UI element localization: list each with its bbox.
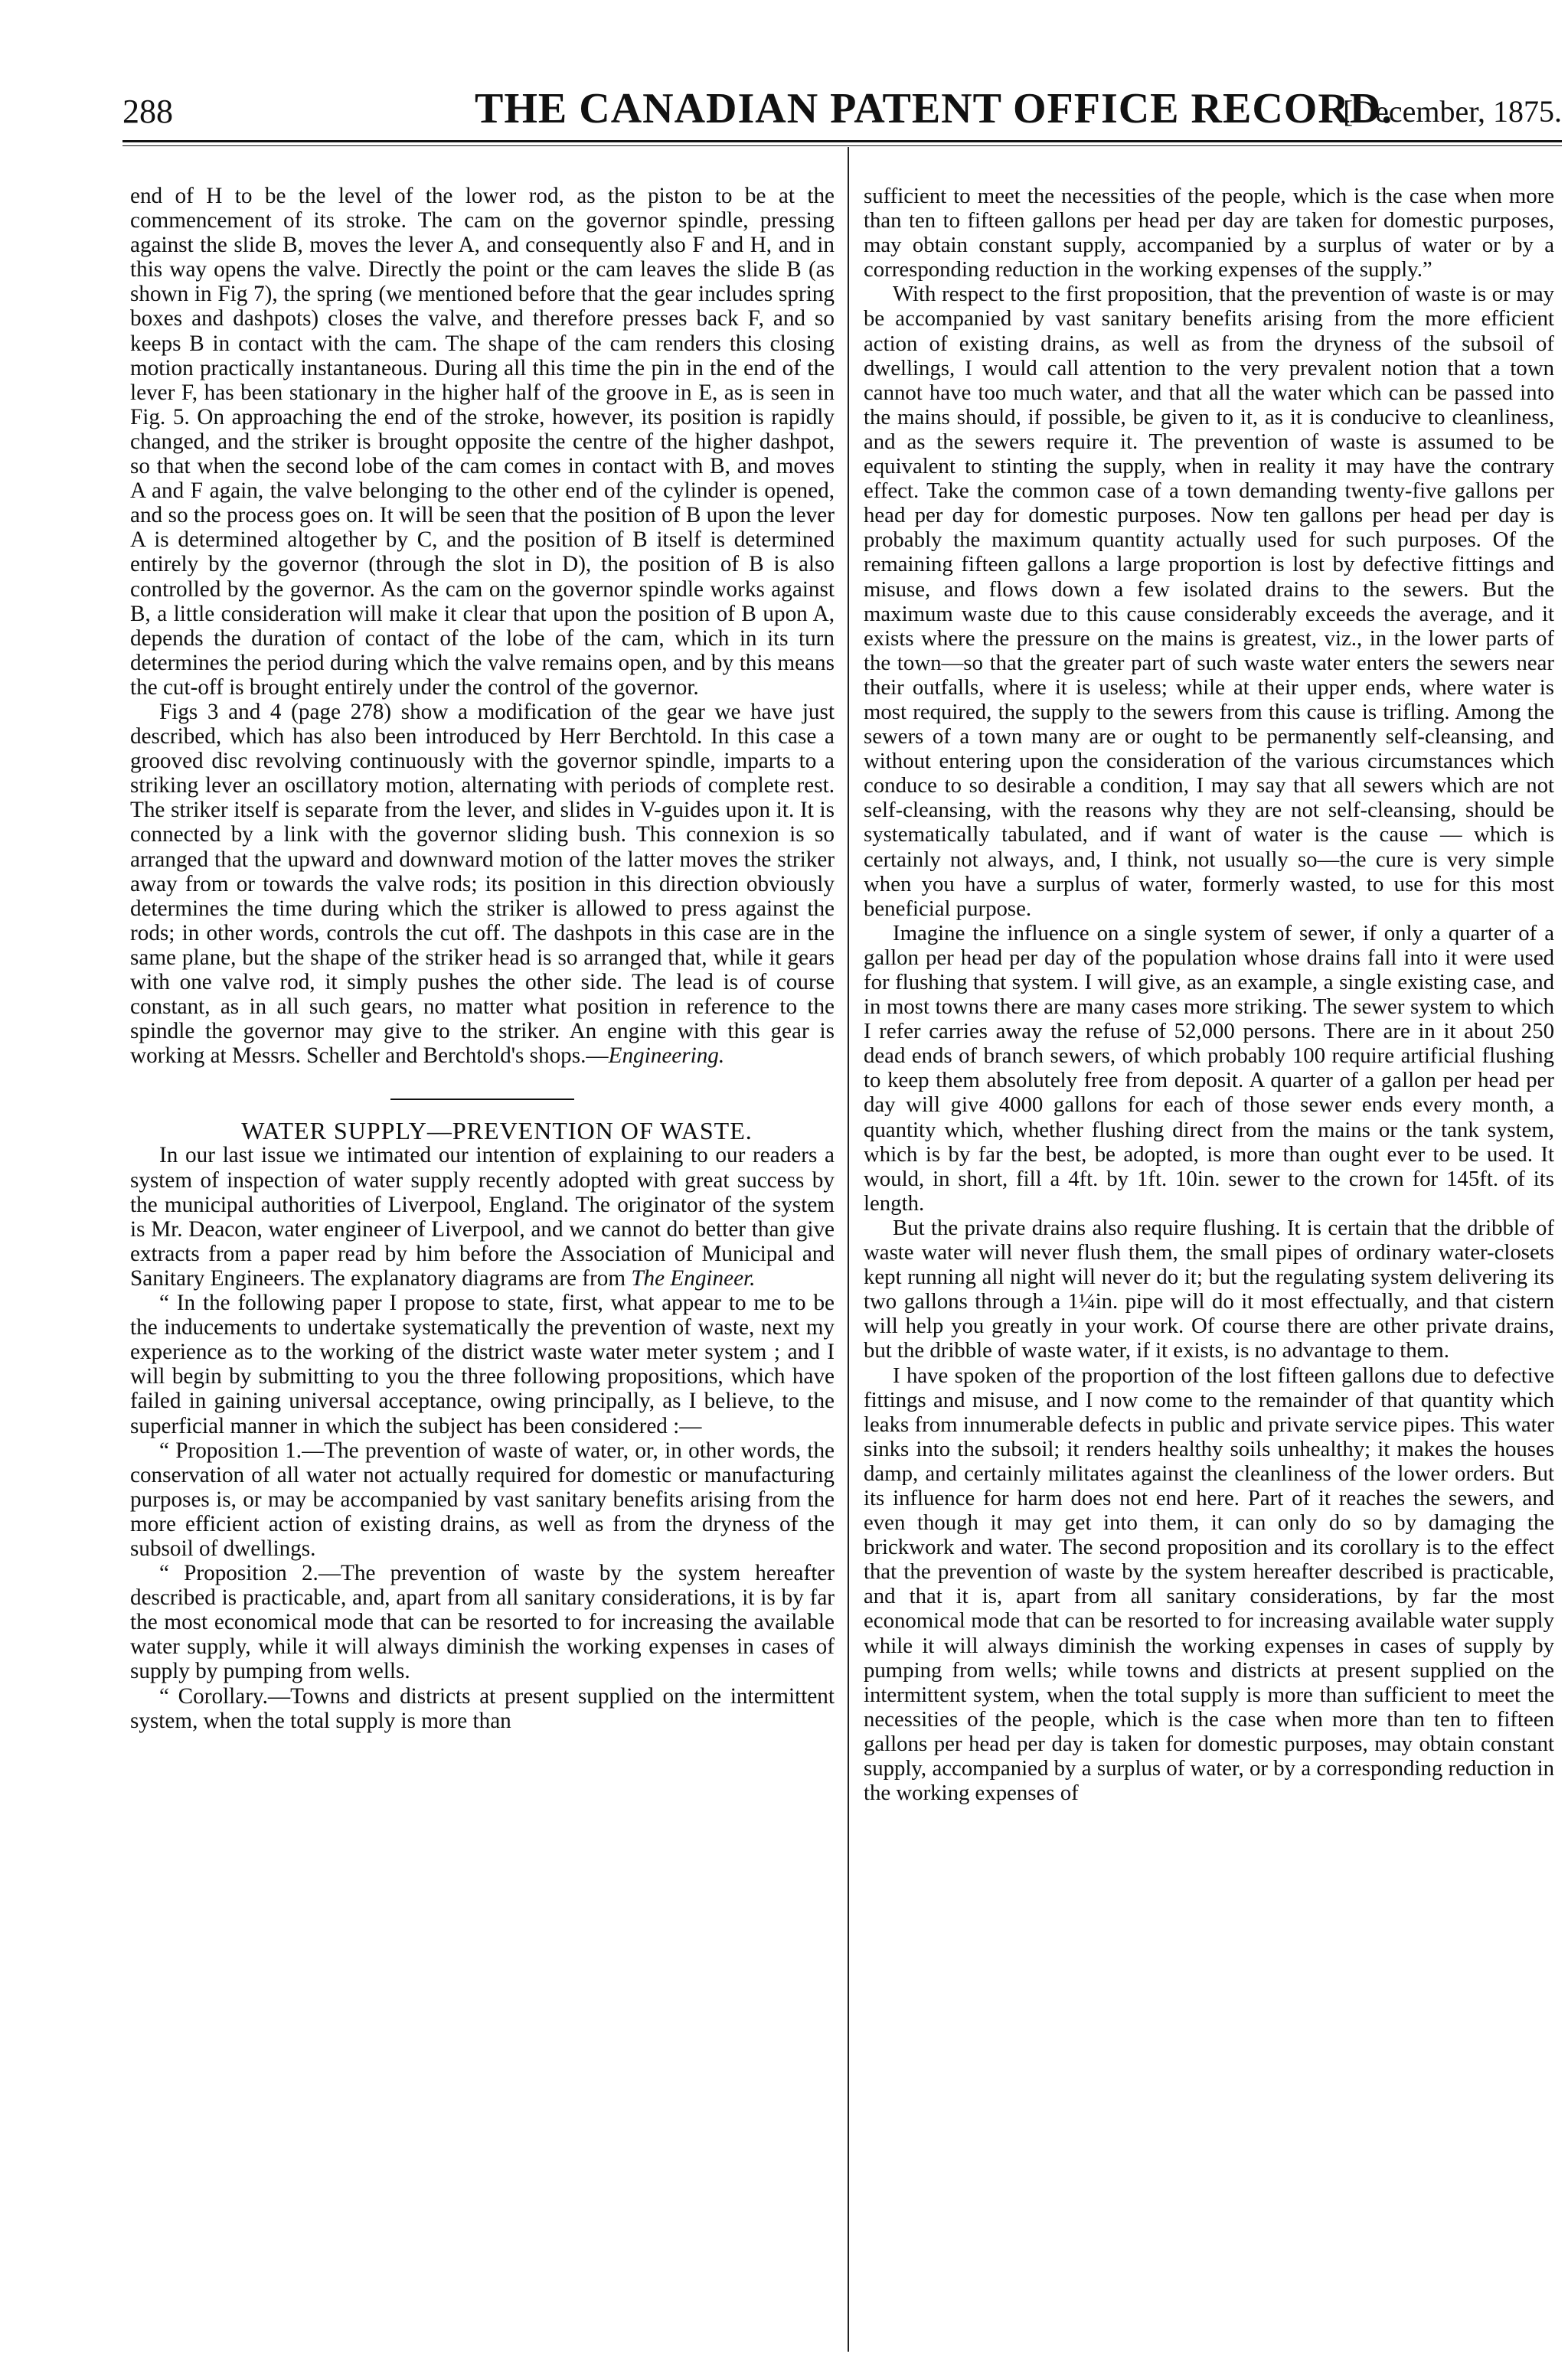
article-paragraph: With respect to the first proposition, that the prevention of waste is or may be accompanied by vast sanitary benefits arising from the more efficient action of existing drains, as well as from the dryness of the subsoil of dwellings, I would call attention to the very prevalent notion that a town cannot have too much water, and that all the water which can be passed into the mains should, if possible, be given to it, as it is conducive to cleanliness, and as the sewers require it. The prevention of waste is assumed to be equivalent to stinting the supply, when in reality it may have the contrary effect. Take the common case of a town demanding twenty-five gallons per head per day for domestic purposes. Now ten gallons per head per day is probably the maximum quantity actually used for such purposes. Of the remaining fifteen gallons a large proportion is lost by defective fittings and misuse, and flows down a few isolated drains to the sewers. But the maximum waste due to this cause considerably exceeds the average, and it exists where the pressure on the mains is greatest, viz., in the lower parts of the town—so that the greater part of such waste water enters the sewers near their outfalls, where it is useless; while at their upper ends, where water is most required, the supply to the sewers from this cause is trifling. Among the sewers of a town many are or ought to be permanently self-cleansing, and without entering upon the consideration of the various circumstances which conduce to so desirable a condition, I may say that all sewers which are not self-cleansing, with the reasons why they are not self-cleansing, should be systematically tabulated, and if want of water is the cause — which is certainly not always, and, I think, not usually so—the cure is very simple when you have a surplus of water, formerly wasted, to use for this most beneficial purpose. [864, 282, 1554, 921]
article-paragraph: I have spoken of the proportion of the lost fifteen gallons due to defective fittings and misuse, and I now come to the remainder of that quantity which leaks from innumerable defects in public and private service pipes. This water sinks into the subsoil; it renders healthy soils unhealthy; it makes the houses damp, and certainly militates against the cleanliness of the lower orders. But its influence for harm does not end here. Part of it reaches the sewers, and even though it may get into them, it can only do so by damaging the brickwork and water. The second proposition and its corollary is to the effect that the prevention of waste by the system hereafter described is practicable, and that it is, apart from all sanitary considerations, by far the most economical mode that can be resorted to for increasing available water supply while it will always diminish the working expenses in cases of supply by pumping from wells; while towns and districts at present supplied on the intermittent system, when the total supply is more than sufficient to meet the necessities of the people, which is the case when more than ten to fifteen gallons per head per day is taken for domestic purposes, may obtain constant supply, accompanied by a surplus of water, or by a corresponding reduction in the working expenses of [864, 1363, 1554, 1806]
article-paragraph: But the private drains also require flushing. It is certain that the dribble of waste water will never flush them, the small pipes of ordinary water-closets kept running all night will never do it; but the regulating system delivering its two gallons through a 1¼in. pipe will do it most effectually, and that cistern will help you greatly in your work. Of course there are other private drains, but the dribble of waste water, if it exists, is no advantage to them. [864, 1215, 1554, 1363]
publication-title: THE CANADIAN PATENT OFFICE RECORD. [475, 85, 1393, 132]
section-divider [130, 1068, 835, 1118]
article-paragraph: sufficient to meet the necessities of the people, which is the case when more than ten to fifteen gallons per head per day are taken for domestic purposes, may obtain constant supply, accompanied by a surplus of water or by a corresponding reduction in the working expenses of the supply.” [864, 184, 1554, 282]
paragraph-text: Figs 3 and 4 (page 278) show a modification of the gear we have just described, which has also been introduced by Herr Berchtold. In this case a grooved disc revolving continuously with the governor spindle, imparts to a striking lever an oscillatory motion, alternating with periods of complete rest. The striker itself is separate from the lever, and slides in V-guides upon it. It is connected by a link with the governor sliding bush. This connexion is so arranged that the upward and downward motion of the latter moves the striker away from or towards the valve rods; its position in this direction obviously determines the time during which the striker is allowed to press against the rods; in other words, controls the cut off. The dashpots in this case are in the same plane, but the shape of the striker head is so arranged that, while it gears with one valve rod, it simply pushes the other side. The lead is of course constant, as in all such gears, no matter what position in reference to the spindle the governor may give to the striker. An engine with this gear is working at Messrs. Scheller and Berchtold's shops. [130, 699, 835, 1069]
article-paragraph: “ Proposition 1.—The prevention of waste of water, or, in other words, the conservation of all water not actually required for domestic or manufacturing purposes is, or may be accompanied by vast sanitary benefits arising from the more efficient action of existing drains, as well as from the dryness of the subsoil of dwellings. [130, 1438, 835, 1561]
page-number: 288 [122, 93, 173, 130]
article-paragraph: “ Corollary.—Towns and districts at present supplied on the intermittent system, when the total supply is more than [130, 1683, 835, 1733]
section-heading: WATER SUPPLY—PREVENTION OF WASTE. [241, 1117, 753, 1145]
article-paragraph: “ In the following paper I propose to state, first, what appear to me to be the inducements to undertake systematically the prevention of waste, next my experience as to the working of the district waste water meter system ; and I will begin by submitting to you the three following propositions, which have failed in gaining universal acceptance, owing principally, as I believe, to the superficial manner in which the subject has been considered :— [130, 1291, 835, 1438]
article-paragraph [130, 1143, 835, 1291]
article-paragraph: Imagine the influence on a single system of sewer, if only a quarter of a gallon per head per day of the population whose drains fall into it were used for flushing that system. I will give, as an example, a single existing case, and in most towns there are many cases more striking. The sewer system to which I refer carries away the refuse of 52,000 persons. There are in it about 250 dead ends of branch sewers, of which probably 100 require artificial flushing to keep them absolutely free from deposit. A quarter of a gallon per head per day will give 4000 gallons for each of those sewer ends every month, a quantity which, whether flushing direct from the mains or the tank system, which is by far the best, be adopted, is more than ought ever to be used. It would, in short, fill a 4ft. by 1ft. 10in. sewer to the crown for 145ft. of its length. [864, 920, 1554, 1216]
header-rule [122, 140, 1562, 142]
article-paragraph: “ Proposition 2.—The prevention of waste by the system hereafter described is practicable, and, apart from all sanitary considerations, it is by far the most economical mode that can be resorted to for increasing the available water supply, while it will always diminish the working expenses in cases of supply by pumping from wells. [130, 1561, 835, 1684]
page-header [122, 70, 1562, 139]
left-column [130, 184, 835, 1733]
header-rule-thin [122, 145, 1562, 146]
issue-date: [December, 1875. [1342, 94, 1562, 129]
article-paragraph: Figs 3 and 4 (page 278) show a modification of the gear we have just described, which has also been introduced by Herr Berchtold. In this case a grooved disc revolving continuously with the governor spindle, imparts to a striking lever an oscillatory motion, alternating with periods of complete rest. The striker itself is separate from the lever, and slides in V-guides upon it. It is connected by a link with the governor sliding bush. This connexion is so arranged that the upward and downward motion of the latter moves the striker away from or towards the valve rods; its position in this direction obviously determines the time during which the striker is allowed to press against the rods; in other words, controls the cut off. The dashpots in this case are in the same plane, but the shape of the striker head is so arranged that, while it gears with one valve rod, it simply pushes the other side. The lead is of course constant, as in all such gears, no matter what position in reference to the spindle the governor may give to the striker. An engine with this gear is working at Messrs. Scheller and Berchtold's shops.—Engineering. [130, 699, 835, 1069]
paragraph-text: In our last issue we intimated our intention of explaining to our readers a system of inspection of water supply recently adopted with great success by the municipal authorities of Liverpool, England. The originator of the system is Mr. Deacon, water engineer of Liverpool, and we cannot do better than give extracts from a paper read by him before the Association of Municipal and Sanitary Engineers. The explanatory diagrams are from [130, 1143, 835, 1291]
right-column [864, 184, 1554, 1805]
column-divider [848, 147, 849, 2352]
intro-source: The Engineer. [631, 1265, 756, 1291]
article-paragraph: end of H to be the level of the lower rod, as the piston to be at the commencement of its stroke. The cam on the governor spindle, pressing against the slide B, moves the lever A, and consequently also F and H, and in this way opens the valve. Directly the point or the cam leaves the slide B (as shown in Fig 7), the spring (we mentioned before that the gear includes spring boxes and dashpots) closes the valve, and therefore presses back F, and so keeps B in contact with the cam. The shape of the cam renders this closing motion practically instantaneous. During all this time the pin in the end of the lever F, has been stationary in the higher half of the groove in E, as is seen in Fig. 5. On approaching the end of the stroke, however, its position is rapidly changed, and the striker is brought opposite the centre of the higher dashpot, so that when the second lobe of the cam comes in contact with B, and moves A and F again, the valve belonging to the other end of the cylinder is opened, and so the process goes on. It will be seen that the position of B upon the lever A is determined altogether by C, and the position of B itself is determined entirely by the governor (through the slot in D), the position of B is also controlled by the governor. As the cam on the governor spindle works against B, a little consideration will make it clear that upon the position of B upon A, depends the duration of contact of the lobe of the cam, which in its turn determines the period during which the valve remains open, and by this means the cut-off is brought entirely under the control of the governor. [130, 184, 835, 700]
source-credit: Engineering. [608, 1043, 725, 1069]
